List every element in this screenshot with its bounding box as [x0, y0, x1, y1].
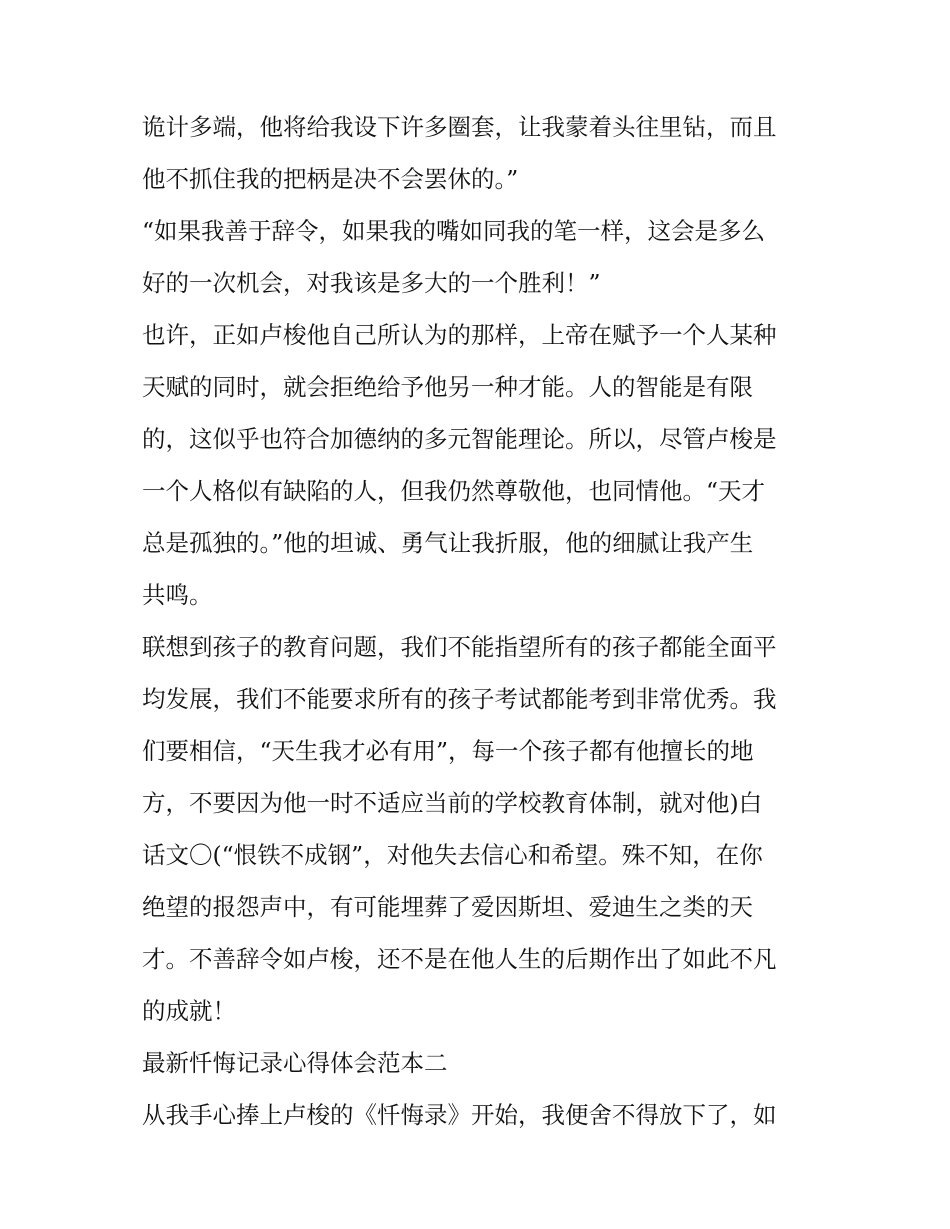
body-text-line: 的成就！: [142, 997, 236, 1025]
body-text-line: “如果我善于辞令，如果我的嘴如同我的笔一样，这会是多么: [142, 217, 766, 245]
body-text-line: 他不抓住我的把柄是决不会罢休的。”: [142, 165, 519, 193]
body-text-line: 话文〇(“恨铁不成钢”，对他失去信心和希望。殊不知，在你: [142, 841, 763, 869]
body-text-line: 一个人格似有缺陷的人，但我仍然尊敬他，也同情他。“天才: [142, 477, 766, 505]
section-heading: 最新忏悔记录心得体会范本二: [142, 1049, 448, 1077]
body-text-line: 的，这似乎也符合加德纳的多元智能理论。所以，尽管卢梭是: [142, 425, 777, 453]
body-text-line: 均发展，我们不能要求所有的孩子考试都能考到非常优秀。我: [142, 685, 777, 713]
body-text-line: 方，不要因为他一时不适应当前的学校教育体制，就对他)白: [142, 789, 763, 817]
body-text-line: 从我手心捧上卢梭的《忏悔录》开始，我便舍不得放下了，如: [142, 1101, 777, 1129]
body-text-line: 们要相信，“天生我才必有用”，每一个孩子都有他擅长的地: [142, 737, 754, 765]
body-text-line: 好的一次机会，对我该是多大的一个胜利！”: [142, 269, 601, 297]
body-text-line: 总是孤独的。”他的坦诚、勇气让我折服，他的细腻让我产生: [142, 529, 754, 557]
body-text-line: 联想到孩子的教育问题，我们不能指望所有的孩子都能全面平: [142, 633, 777, 661]
body-text-line: 诡计多端，他将给我设下许多圈套，让我蒙着头往里钻，而且: [142, 113, 777, 141]
body-text-line: 共鸣。: [142, 581, 213, 609]
body-text-line: 绝望的报怨声中，有可能埋葬了爱因斯坦、爱迪生之类的天: [142, 893, 753, 921]
body-text-line: 也许，正如卢梭他自己所认为的那样，上帝在赋予一个人某种: [142, 321, 777, 349]
body-text-line: 天赋的同时，就会拒绝给予他另一种才能。人的智能是有限: [142, 373, 753, 401]
body-text-line: 才。不善辞令如卢梭，还不是在他人生的后期作出了如此不凡: [142, 945, 777, 973]
